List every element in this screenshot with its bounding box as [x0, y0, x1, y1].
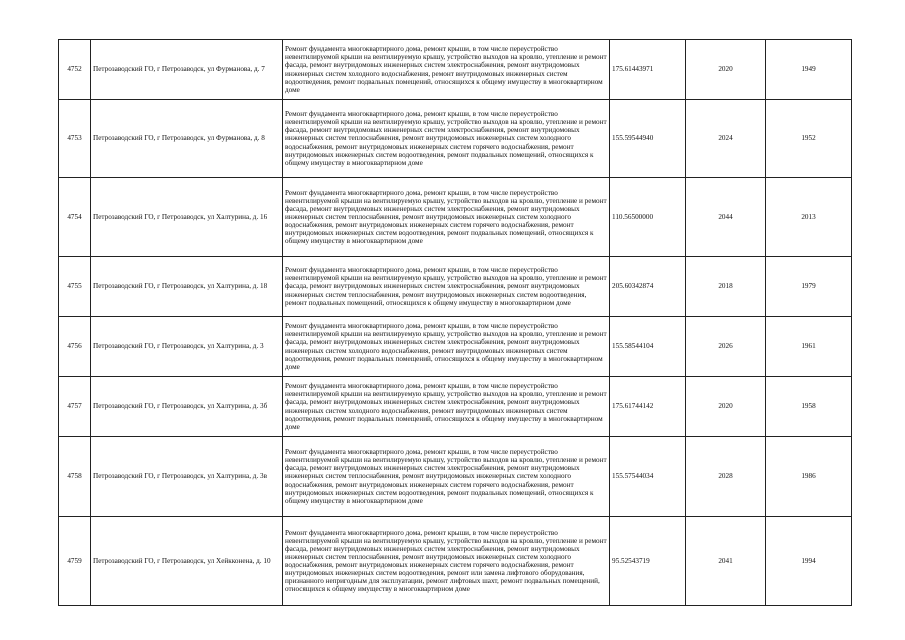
row-number: 4754 — [59, 178, 91, 257]
works-cell: Ремонт фундамента многоквартирного дома, ремонт крыши, в том числе переустройство невентилируемой крыши на вентилируемую крышу, устройство выходов на кровлю, утепление и ремонт фасада, ремонт внутридомовых инженерных систем электроснабжения, ремонт внутридомовых инженерных систем холодного водоснабжения, ремонт внутридомовых инженерных систем водоотведения, ремонт подвальных помещений, относящихся к общему имуществу в многоквартирном доме — [283, 317, 610, 377]
works-cell: Ремонт фундамента многоквартирного дома, ремонт крыши, в том числе переустройство невентилируемой крыши на вентилируемую крышу, устройство выходов на кровлю, утепление и ремонт фасада, ремонт внутридомовых инженерных систем электроснабжения, ремонт внутридомовых инженерных систем холодного водоснабжения, ремонт внутридомовых инженерных систем водоотведения, ремонт подвальных помещений, относящихся к общему имуществу в многоквартирном доме — [283, 40, 610, 100]
row-number: 4753 — [59, 100, 91, 178]
row-number: 4759 — [59, 517, 91, 606]
row-number: 4752 — [59, 40, 91, 100]
address-cell: Петрозаводский ГО, г Петрозаводск, ул Халтурина, д. 3 — [91, 317, 283, 377]
cost-cell: 155.59544940 — [610, 100, 686, 178]
cost-cell: 155.57544034 — [610, 437, 686, 517]
works-cell: Ремонт фундамента многоквартирного дома, ремонт крыши, в том числе переустройство невентилируемой крыши на вентилируемую крышу, устройство выходов на кровлю, утепление и ремонт фасада, ремонт внутридомовых инженерных систем электроснабжения, ремонт внутридомовых инженерных систем теплоснабжения, ремонт внутридомовых инженерных систем холодного водоснабжения, ремонт внутридомовых инженерных систем горячего водоснабжения, ремонт внутридомовых инженерных систем водоотведения, ремонт подвальных помещений, относящихся к общему имуществу в многоквартирном доме — [283, 437, 610, 517]
works-cell: Ремонт фундамента многоквартирного дома, ремонт крыши, в том числе переустройство невентилируемой крыши на вентилируемую крышу, устройство выходов на кровлю, утепление и ремонт фасада, ремонт внутридомовых инженерных систем электроснабжения, ремонт внутридомовых инженерных систем теплоснабжения, ремонт внутридомовых инженерных систем холодного водоснабжения, ремонт внутридомовых инженерных систем горячего водоснабжения, ремонт внутридомовых инженерных систем водоотведения, ремонт подвальных помещений, относящихся к общему имуществу в многоквартирном доме — [283, 100, 610, 178]
address-cell: Петрозаводский ГО, г Петрозаводск, ул Халтурина, д. 3б — [91, 377, 283, 437]
row-number: 4756 — [59, 317, 91, 377]
row-number: 4758 — [59, 437, 91, 517]
built-year-cell: 1952 — [766, 100, 852, 178]
repair-year-cell: 2026 — [686, 317, 766, 377]
housing-repair-table — [58, 39, 852, 606]
cost-cell: 205.60342874 — [610, 257, 686, 317]
cost-cell: 175.61443971 — [610, 40, 686, 100]
table-row — [59, 257, 852, 317]
works-cell: Ремонт фундамента многоквартирного дома, ремонт крыши, в том числе переустройство невентилируемой крыши на вентилируемую крышу, устройство выходов на кровлю, утепление и ремонт фасада, ремонт внутридомовых инженерных систем электроснабжения, ремонт внутридомовых инженерных систем теплоснабжения, ремонт внутридомовых инженерных систем водоотведения, ремонт подвальных помещений, относящихся к общему имуществу в многоквартирном доме — [283, 257, 610, 317]
cost-cell: 175.61744142 — [610, 377, 686, 437]
row-number: 4755 — [59, 257, 91, 317]
built-year-cell: 1961 — [766, 317, 852, 377]
built-year-cell: 1979 — [766, 257, 852, 317]
built-year-cell: 2013 — [766, 178, 852, 257]
repair-year-cell: 2044 — [686, 178, 766, 257]
repair-year-cell: 2024 — [686, 100, 766, 178]
built-year-cell: 1949 — [766, 40, 852, 100]
row-number: 4757 — [59, 377, 91, 437]
built-year-cell: 1958 — [766, 377, 852, 437]
table-row — [59, 377, 852, 437]
cost-cell: 110.56500000 — [610, 178, 686, 257]
cost-cell: 155.58544104 — [610, 317, 686, 377]
repair-year-cell: 2020 — [686, 377, 766, 437]
built-year-cell: 1994 — [766, 517, 852, 606]
table-row — [59, 437, 852, 517]
table-row — [59, 40, 852, 100]
repair-year-cell: 2020 — [686, 40, 766, 100]
address-cell: Петрозаводский ГО, г Петрозаводск, ул Хейкконена, д. 10 — [91, 517, 283, 606]
table-row — [59, 100, 852, 178]
table-row — [59, 178, 852, 257]
cost-cell: 95.52543719 — [610, 517, 686, 606]
repair-year-cell: 2028 — [686, 437, 766, 517]
works-cell: Ремонт фундамента многоквартирного дома, ремонт крыши, в том числе переустройство невентилируемой крыши на вентилируемую крышу, устройство выходов на кровлю, утепление и ремонт фасада, ремонт внутридомовых инженерных систем электроснабжения, ремонт внутридомовых инженерных систем холодного водоснабжения, ремонт внутридомовых инженерных систем водоотведения, ремонт подвальных помещений, относящихся к общему имуществу в многоквартирном доме — [283, 377, 610, 437]
address-cell: Петрозаводский ГО, г Петрозаводск, ул Фурманова, д. 7 — [91, 40, 283, 100]
address-cell: Петрозаводский ГО, г Петрозаводск, ул Фурманова, д. 8 — [91, 100, 283, 178]
table-row — [59, 317, 852, 377]
works-cell: Ремонт фундамента многоквартирного дома, ремонт крыши, в том числе переустройство невентилируемой крыши на вентилируемую крышу, устройство выходов на кровлю, утепление и ремонт фасада, ремонт внутридомовых инженерных систем электроснабжения, ремонт внутридомовых инженерных систем теплоснабжения, ремонт внутридомовых инженерных систем холодного водоснабжения, ремонт внутридомовых инженерных систем горячего водоснабжения, ремонт внутридомовых инженерных систем водоотведения, ремонт или замена лифтового оборудования, признанного непригодным для эксплуатации, ремонт лифтовых шахт, ремонт подвальных помещений, относящихся к общему имуществу в многоквартирном доме — [283, 517, 610, 606]
repair-year-cell: 2018 — [686, 257, 766, 317]
works-cell: Ремонт фундамента многоквартирного дома, ремонт крыши, в том числе переустройство невентилируемой крыши на вентилируемую крышу, устройство выходов на кровлю, утепление и ремонт фасада, ремонт внутридомовых инженерных систем электроснабжения, ремонт внутридомовых инженерных систем теплоснабжения, ремонт внутридомовых инженерных систем холодного водоснабжения, ремонт внутридомовых инженерных систем горячего водоснабжения, ремонт внутридомовых инженерных систем водоотведения, ремонт подвальных помещений, относящихся к общему имуществу в многоквартирном доме — [283, 178, 610, 257]
table-row — [59, 517, 852, 606]
built-year-cell: 1986 — [766, 437, 852, 517]
address-cell: Петрозаводский ГО, г Петрозаводск, ул Халтурина, д. 18 — [91, 257, 283, 317]
repair-year-cell: 2041 — [686, 517, 766, 606]
address-cell: Петрозаводский ГО, г Петрозаводск, ул Халтурина, д. 16 — [91, 178, 283, 257]
address-cell: Петрозаводский ГО, г Петрозаводск, ул Халтурина, д. 3в — [91, 437, 283, 517]
